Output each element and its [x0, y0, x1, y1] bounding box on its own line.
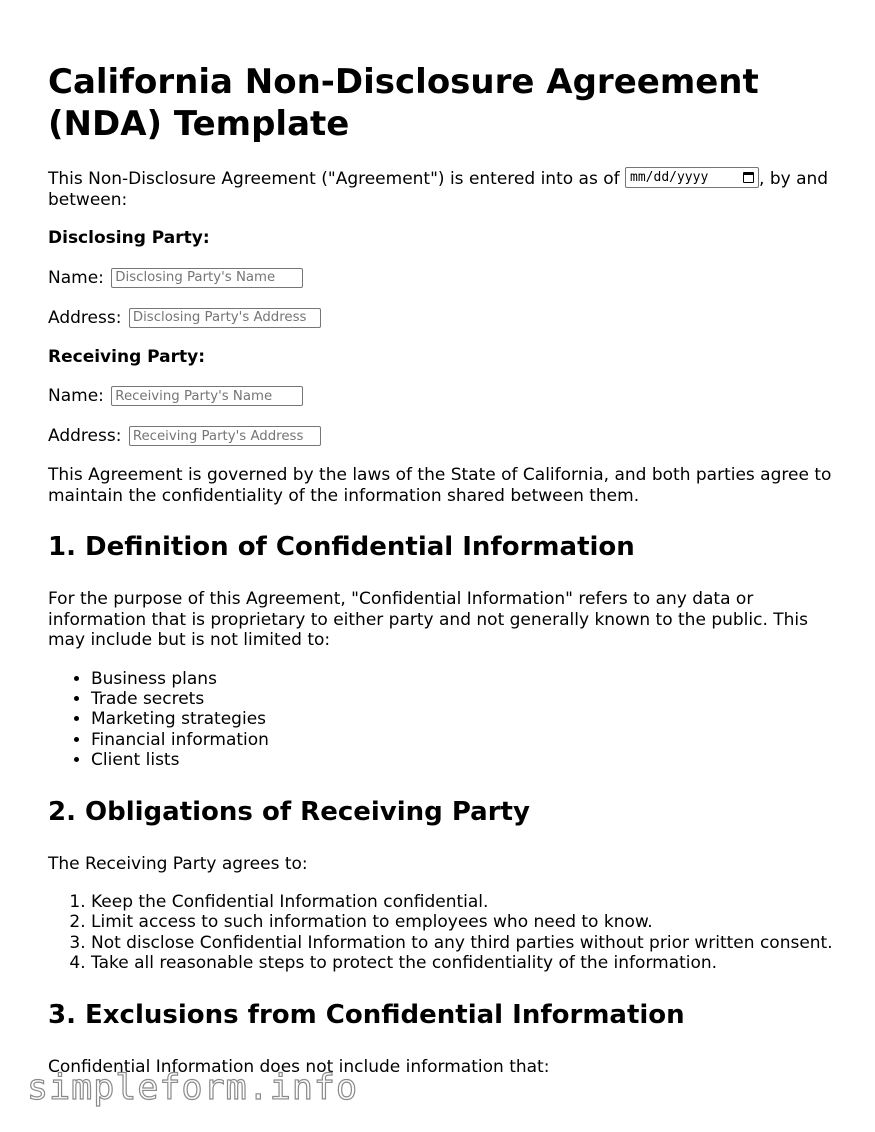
list-item: • Client lists: [91, 750, 838, 770]
list-item: • Marketing strategies: [91, 709, 838, 729]
list-item: 2. Limit access to such information to employees who need to know.: [91, 912, 838, 932]
obligations-list: [48, 892, 838, 974]
disclosing-address-label: Address:: [48, 307, 122, 328]
intro-paragraph: [48, 169, 838, 210]
list-item: 3. Not disclose Confidential Information to any third parties without prior written consent.: [91, 933, 838, 953]
receiving-address-row: [48, 425, 838, 447]
intro-text-after: , by and between:: [48, 169, 829, 210]
disclosing-name-input[interactable]: [111, 268, 303, 288]
disclosing-address-input[interactable]: [129, 308, 321, 328]
disclosing-name-label: Name:: [48, 267, 104, 288]
date-placeholder: mm/dd/yyyy: [630, 170, 709, 185]
list-item: • Business plans: [91, 669, 838, 689]
receiving-party-heading: Receiving Party:: [48, 346, 206, 367]
receiving-address-input[interactable]: [129, 426, 321, 446]
receiving-name-label: Name:: [48, 386, 104, 406]
document: [48, 0, 838, 1077]
confidential-info-list: [48, 669, 838, 771]
section-2-heading: 2. Obligations of Receiving Party: [48, 796, 530, 827]
agreement-date-input[interactable]: [625, 167, 759, 188]
disclosing-address-row: [48, 307, 838, 329]
list-item: • Financial information: [91, 730, 838, 750]
list-item: 1. Keep the Confidential Information confidential.: [91, 892, 838, 912]
list-item: • Trade secrets: [91, 689, 838, 709]
section-3-text: Confidential Information does not include information that:: [48, 1056, 550, 1077]
receiving-address-label: Address:: [48, 426, 122, 446]
section-1-heading: 1. Definition of Confidential Information: [48, 532, 635, 562]
disclosing-name-row: [48, 267, 838, 289]
section-2-text: The Receiving Party agrees to:: [48, 853, 308, 874]
receiving-name-input[interactable]: [111, 386, 303, 406]
page-title: California Non-Disclosure Agreement (NDA) Template: [48, 62, 759, 144]
receiving-name-row: [48, 385, 838, 407]
disclosing-party-heading: Disclosing Party:: [48, 228, 210, 248]
section-3-heading: 3. Exclusions from Confidential Information: [48, 999, 685, 1030]
list-item: 4. Take all reasonable steps to protect the confidentiality of the information.: [91, 953, 838, 973]
governing-law-paragraph: This Agreement is governed by the laws of the State of California, and both parties agree to maintain the confidentiality of the information shared between them.: [48, 465, 832, 506]
watermark: simpleform.info: [27, 1068, 359, 1108]
calendar-icon[interactable]: [743, 172, 754, 183]
intro-text-before: This Non-Disclosure Agreement ("Agreement") is entered into as of: [48, 169, 626, 189]
section-1-text: For the purpose of this Agreement, "Confidential Information" refers to any data or information that is proprietary to either party and not generally known to the public. This may include but is not limited to:: [48, 589, 809, 650]
